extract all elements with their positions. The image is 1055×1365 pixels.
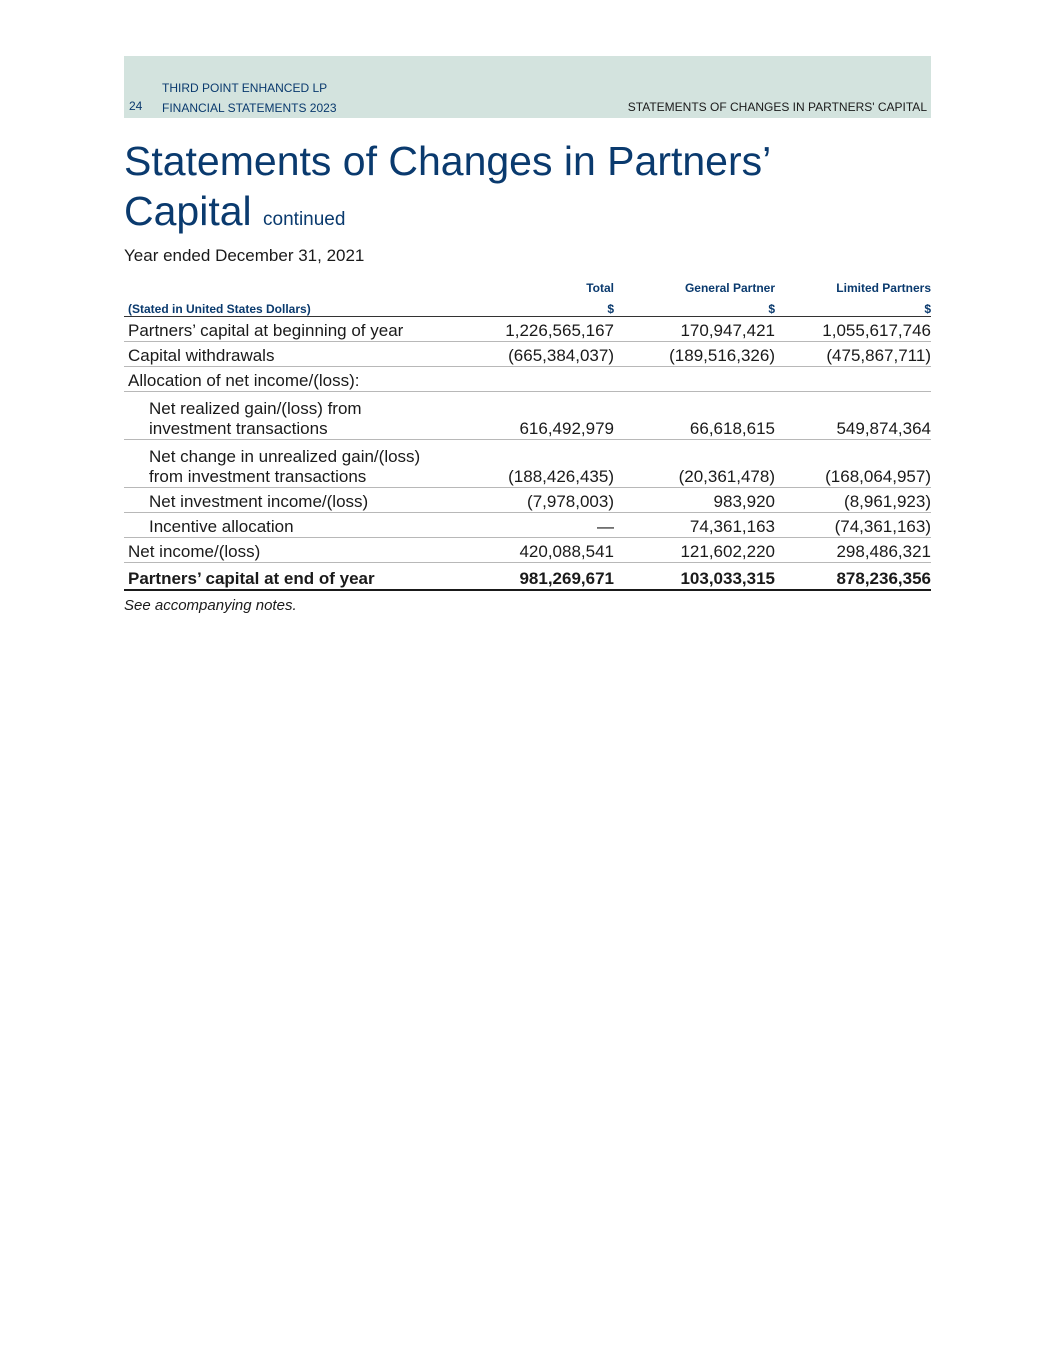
value-general-partner: 66,618,615 bbox=[614, 392, 775, 440]
unit-symbol-total: $ bbox=[459, 295, 614, 317]
value-general-partner: 983,920 bbox=[614, 488, 775, 513]
row-label: Allocation of net income/(loss): bbox=[124, 367, 459, 392]
value-total: 420,088,541 bbox=[459, 538, 614, 563]
value-total bbox=[459, 367, 614, 392]
value-general-partner bbox=[614, 367, 775, 392]
column-header-total: Total bbox=[586, 281, 614, 295]
footnote: See accompanying notes. bbox=[124, 597, 297, 614]
row-label-line1: Net realized gain/(loss) from bbox=[149, 399, 362, 418]
table-row bbox=[124, 342, 931, 367]
value-limited-partners: (74,361,163) bbox=[775, 513, 931, 538]
value-limited-partners bbox=[775, 367, 931, 392]
row-label bbox=[124, 440, 459, 488]
page-number: 24 bbox=[129, 99, 143, 113]
value-total: 616,492,979 bbox=[459, 392, 614, 440]
table-row bbox=[124, 392, 931, 440]
value-limited-partners: (8,961,923) bbox=[775, 488, 931, 513]
total-row bbox=[124, 563, 931, 591]
column-header-general-partner: General Partner bbox=[684, 281, 775, 295]
value-limited-partners: (475,867,711) bbox=[775, 342, 931, 367]
period-label: Year ended December 31, 2021 bbox=[124, 246, 365, 265]
unit-symbol-general-partner: $ bbox=[614, 295, 775, 317]
section-name: STATEMENTS OF CHANGES IN PARTNERS' CAPITAL bbox=[627, 100, 927, 114]
company-name: THIRD POINT ENHANCED LP bbox=[162, 81, 328, 95]
value-total: (188,426,435) bbox=[459, 440, 614, 488]
table-row bbox=[124, 367, 931, 392]
page-title bbox=[124, 136, 884, 245]
capital-changes-table bbox=[124, 271, 931, 591]
unit-row bbox=[124, 295, 931, 317]
value-general-partner: (189,516,326) bbox=[614, 342, 775, 367]
table-row bbox=[124, 440, 931, 488]
value-total: 981,269,671 bbox=[459, 563, 614, 591]
value-total: (665,384,037) bbox=[459, 342, 614, 367]
row-label: Partners’ capital at beginning of year bbox=[124, 317, 459, 342]
row-label-line2: investment transactions bbox=[149, 419, 328, 438]
value-general-partner: 121,602,220 bbox=[614, 538, 775, 563]
unit-label: (Stated in United States Dollars) bbox=[124, 295, 459, 317]
unit-symbol-limited-partners: $ bbox=[775, 295, 931, 317]
table-row bbox=[124, 317, 931, 342]
value-general-partner: 74,361,163 bbox=[614, 513, 775, 538]
table-row bbox=[124, 538, 931, 563]
page-header bbox=[124, 56, 931, 118]
row-label: Capital withdrawals bbox=[124, 342, 459, 367]
value-limited-partners: 549,874,364 bbox=[775, 392, 931, 440]
value-general-partner: (20,361,478) bbox=[614, 440, 775, 488]
row-label bbox=[124, 392, 459, 440]
row-label-line1: Net change in unrealized gain/(loss) bbox=[149, 447, 421, 466]
value-limited-partners: 878,236,356 bbox=[775, 563, 931, 591]
value-limited-partners: (168,064,957) bbox=[775, 440, 931, 488]
document-title: FINANCIAL STATEMENTS 2023 bbox=[162, 101, 337, 115]
value-total: — bbox=[459, 513, 614, 538]
table-row bbox=[124, 513, 931, 538]
value-total: (7,978,003) bbox=[459, 488, 614, 513]
row-label: Net investment income/(loss) bbox=[124, 488, 459, 513]
value-total: 1,226,565,167 bbox=[459, 317, 614, 342]
row-label-line2: from investment transactions bbox=[149, 467, 367, 486]
column-header-row bbox=[124, 271, 931, 295]
row-label: Net income/(loss) bbox=[124, 538, 459, 563]
row-label: Partners’ capital at end of year bbox=[124, 563, 459, 591]
value-general-partner: 170,947,421 bbox=[614, 317, 775, 342]
title-continued: continued bbox=[263, 209, 346, 230]
value-general-partner: 103,033,315 bbox=[614, 563, 775, 591]
value-limited-partners: 1,055,617,746 bbox=[775, 317, 931, 342]
value-limited-partners: 298,486,321 bbox=[775, 538, 931, 563]
table-row bbox=[124, 488, 931, 513]
page-title-text: Statements of Changes in Partners’ Capital bbox=[124, 138, 770, 234]
row-label: Incentive allocation bbox=[124, 513, 459, 538]
column-header-limited-partners: Limited Partners bbox=[836, 281, 931, 295]
